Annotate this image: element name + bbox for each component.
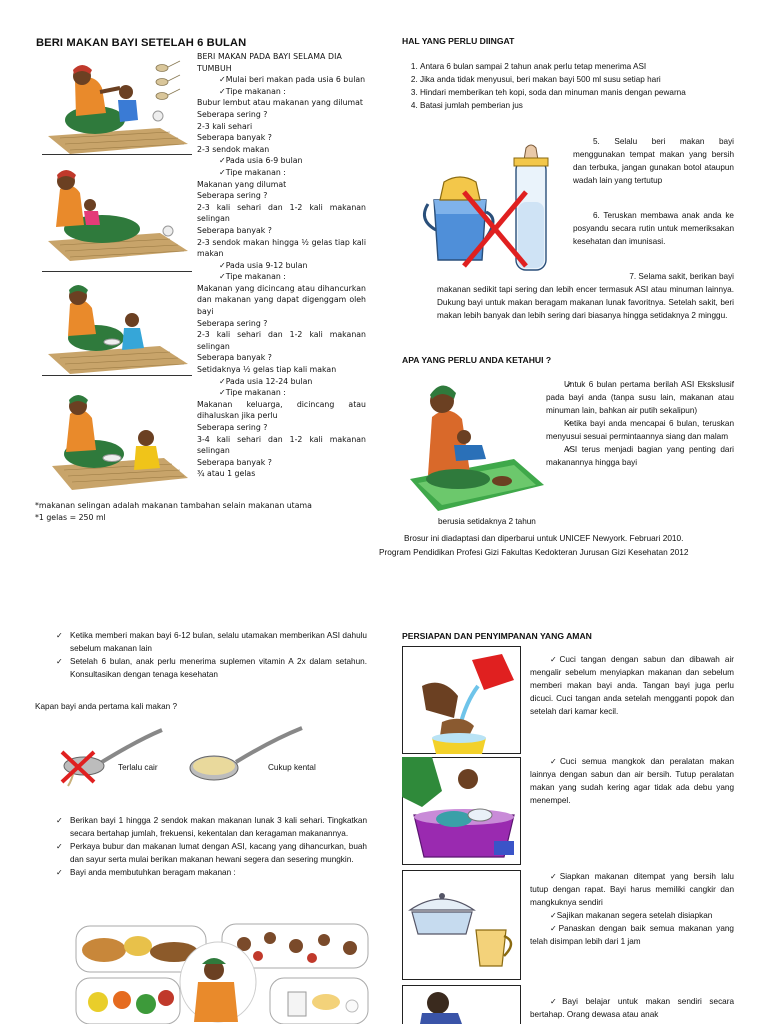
footnotes: [35, 500, 365, 523]
divider-1: [42, 154, 192, 155]
point-6: 6. Teruskan membawa anak anda ke posyandu secara rutin untuk memeriksakan kesehatan dan imunisasi.: [573, 211, 734, 246]
stage4-type-label: ✓ Tipe makanan :: [197, 387, 366, 399]
safe-step-3a: ✓ Siapkan makanan ditempat yang bersih lalu tutup dengan rapat. Bayi harus memiliki cangkir dan mangkuknya sendiri: [530, 870, 734, 909]
stage1-type: Bubur lembut atau makanan yang dilumat: [197, 98, 363, 108]
stage4-freq-q: Seberapa sering ?: [197, 423, 268, 432]
remember-item-1: 1. Antara 6 bulan sampai 2 tahun anak perlu tetap menerima ASI: [420, 60, 734, 73]
food-variety-illustration: [74, 922, 370, 1024]
child-eating-illustration: [402, 985, 521, 1024]
safe-step-1: ✓ Cuci tangan dengan sabun dan dibawah air mengalir sebelum menyiapkan makanan dan sebelum memberi makan bayi anda. Tangan bayi juga perlu dicuci. Cuci tangan anda setelah mengganti popok dan setelah dari kamar kecil.: [530, 653, 734, 718]
stage3-age: ✓ Pada usia 9-12 bulan: [197, 260, 366, 272]
handwashing-illustration: [402, 646, 521, 754]
stage4-age: ✓ Pada usia 12-24 bulan: [197, 376, 366, 388]
stage4-freq: 3-4 kali sehari dan 1-2 kali makanan selingan: [197, 434, 366, 456]
footnote-glass: *1 gelas = 250 ml: [35, 512, 106, 522]
safe-step-3: [530, 870, 734, 948]
bottom-top-list: [54, 629, 367, 681]
section-title-know: APA YANG PERLU ANDA KETAHUI ?: [402, 355, 552, 365]
know-item-2: ✓ Ketika bayi anda mencapai 6 bulan, teruskan menyusui sesuai permintaannya siang dan malam: [546, 417, 734, 443]
divider-2: [42, 271, 192, 272]
remember-list: [402, 60, 734, 112]
stage2-age: ✓ Pada usia 6-9 bulan: [197, 155, 366, 167]
stage3-amount: Setidaknya ½ gelas tiap kali makan: [197, 365, 337, 375]
know-item-1: ✓ Untuk 6 bulan pertama berilah ASI Ekskslusif pada bayi anda (tanpa susu lain, makanan atau minuman lain, bahkan air putih sekalipun): [546, 378, 734, 417]
safe-step-4: ✓ Bayi belajar untuk makan sendiri secara bertahap. Orang dewasa atau anak: [530, 995, 734, 1021]
page-title-feeding: BERI MAKAN BAYI SETELAH 6 BULAN: [36, 37, 247, 49]
safe-step-3c: ✓ Panaskan dengan baik semua makanan yang telah disimpan lebih dari 1 jam: [530, 922, 734, 948]
stage4-amount: ¾ atau 1 gelas: [197, 469, 256, 479]
footnote-snack: *makanan selingan adalah makanan tambahan selain makanan utama: [35, 501, 312, 510]
stage2-type-label: ✓ Tipe makanan :: [197, 167, 366, 179]
safe-step-2: ✓ Cuci semua mangkok dan peralatan makan lainnya dengan sabun dan air bersih. Tutup peralatan makan yang sudah kering agar tidak ada debu yang menempel.: [530, 755, 734, 807]
stage1-start: ✓ Mulai beri makan pada usia 6 bulan: [197, 74, 366, 86]
stage4-amount-q: Seberapa banyak ?: [197, 457, 272, 467]
stage2-amount: 2-3 sendok makan hingga ½ gelas tiap kali makan: [197, 237, 366, 259]
feeding-subtitle: BERI MAKAN PADA BAYI SELAMA DIA TUMBUH: [197, 52, 342, 73]
stage1-type-label: ✓ Tipe makanan :: [197, 86, 366, 98]
stage2-amount-q: Seberapa banyak ?: [197, 225, 272, 235]
bl-item-3: ✓ Berikan bayi 1 hingga 2 sendok makan makanan lunak 3 kali sehari. Tingkatkan secara bertahap jumlah, frekuensi, kekentalan dan keragaman makanannya.: [54, 814, 367, 840]
feeding-stages-text: [197, 51, 366, 480]
spoon-thick-enough-illustration: [188, 724, 308, 790]
stage2-freq: 2-3 kali sehari dan 1-2 kali makanan selingan: [197, 202, 366, 224]
remember-item-3: 3. Hindari memberikan teh kopi, soda dan minuman manis dengan pewarna: [420, 86, 734, 99]
first-feed-question: Kapan bayi anda pertama kali makan ?: [35, 702, 178, 711]
section-title-safe-prep: PERSIAPAN DAN PENYIMPANAN YANG AMAN: [402, 631, 592, 641]
know-item-3-end: berusia setidaknya 2 tahun: [438, 517, 536, 526]
stage4-type: Makanan keluarga, dicincang atau dihaluskan jika perlu: [197, 399, 366, 421]
stage2-type: Makanan yang dilumat: [197, 179, 287, 189]
bottom-lower-list: [54, 814, 367, 879]
stage3-freq: 2-3 kali sehari dan 1-2 kali makanan selingan: [197, 330, 366, 351]
washing-dishes-illustration: [402, 757, 521, 865]
stage3-type: Makanan yang dicincang atau dihancurkan dan makanan yang dapat digenggam oleh bayi: [197, 283, 366, 317]
breastfeeding-mother-illustration: [402, 375, 548, 515]
remember-item-2: 2. Jika anda tidak menyusui, beri makan bayi 500 ml susu setiap hari: [420, 73, 734, 86]
point-7-start: 7. Selama sakit, berikan bayi: [629, 272, 734, 281]
bl-item-2: ✓ Setelah 6 bulan, anak perlu menerima suplemen vitamin A 2x dalam setahun. Konsultasikan dengan tenaga kesehatan: [54, 655, 367, 681]
source-line-2: Program Pendidikan Profesi Gizi Fakultas Kedokteran Jurusan Gizi Kesehatan 2012: [379, 547, 689, 557]
mother-feeding-illustration-2: [40, 163, 190, 263]
stage2-freq-q: Seberapa sering ?: [197, 191, 268, 201]
stage3-amount-q: Seberapa banyak ?: [197, 353, 272, 363]
spoon-sequence-icon: [150, 60, 184, 106]
no-bottle-cup-illustration: [428, 142, 568, 272]
stage1-freq: 2-3 kali sehari: [197, 121, 253, 131]
safe-step-3b: ✓ Sajikan makanan segera setelah disiapkan: [530, 909, 734, 922]
remember-item-4: 4. Batasi jumlah pemberian jus: [420, 99, 734, 112]
mother-feeding-illustration-4: [48, 384, 188, 494]
divider-3: [42, 375, 192, 376]
mother-feeding-illustration-3: [40, 280, 190, 376]
thick-enough-label: Cukup kental: [268, 763, 316, 772]
know-list: [546, 378, 734, 469]
bl-item-5: ✓ Bayi anda membutuhkan beragam makanan :: [54, 866, 367, 879]
point-7-body: makanan sedikit tapi sering dan lebih encer termasuk ASI atau minuman lainnya. Dukung bayi untuk makan beragam makanan lunak favoritnya. Setelah sakit, beri makan lebih banyak dan lebih sering dari biasanya hingga setidaknya 2 minggu.: [437, 285, 734, 320]
too-thin-label: Terlalu cair: [118, 763, 158, 772]
covered-bowl-cup-illustration: [402, 870, 521, 980]
bl-item-4: ✓ Perkaya bubur dan makanan lumat dengan ASI, kacang yang dihancurkan, buah dan sayur serta mulai berikan makanan hewani segera dan sesering mungkin.: [54, 840, 367, 866]
stage1-amount: 2-3 sendok makan: [197, 144, 270, 154]
stage3-type-label: ✓ Tipe makanan :: [197, 271, 366, 283]
stage1-freq-q: Seberapa sering ?: [197, 109, 268, 119]
stage1-amount-q: Seberapa banyak ?: [197, 133, 272, 143]
source-line-1: Brosur ini diadaptasi dan diperbarui untuk UNICEF Newyork. Februari 2010.: [404, 533, 684, 543]
stage3-freq-q: Seberapa sering ?: [197, 318, 268, 328]
bl-item-1: ✓ Ketika memberi makan bayi 6-12 bulan, selalu utamakan memberikan ASI dahulu sebelum makanan lain: [54, 629, 367, 655]
point-5: 5. Selalu beri makan bayi menggunakan tempat makan yang bersih dan terbuka, jangan gunakan botol ataupun wadah lain yang tertutup: [573, 137, 734, 185]
spoon-too-thin-illustration: [58, 726, 168, 788]
know-item-3: ✓ ASI terus menjadi bagian yang penting dari makanannya hingga bayi: [546, 443, 734, 469]
section-title-remember: HAL YANG PERLU DIINGAT: [402, 36, 515, 46]
